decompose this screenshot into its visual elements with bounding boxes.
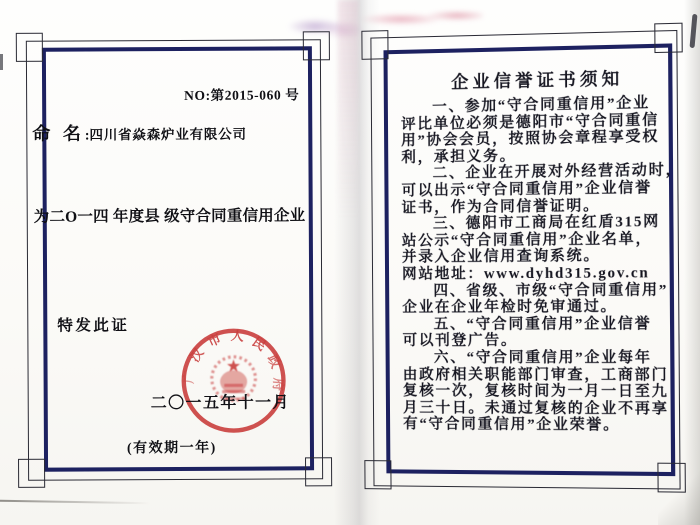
notice-line: 复核一次，复核时间为一月一日至九	[402, 383, 669, 401]
notice-line: 二、企业在开展对外经营活动时，	[432, 162, 683, 183]
name-label: 命 名	[32, 123, 85, 144]
corner-ornament	[303, 31, 330, 60]
notice-line: 一、参加“守合同重信用”企业	[432, 95, 650, 116]
corner-ornament	[657, 463, 685, 493]
notice-line: 月三十日。未通过复核的企业不再享	[402, 399, 669, 418]
notice-line: 证书，作为合同信誉证明。	[401, 197, 600, 217]
seal-char: 广	[180, 369, 197, 385]
notice-line: 六、“守合同重信用”企业每年	[433, 349, 652, 367]
notice-line: 三、德阳市工商局在红盾315网	[432, 213, 661, 233]
emblem-star	[227, 359, 240, 371]
corner-ornament	[654, 23, 682, 53]
corner-ornament	[18, 459, 45, 488]
name-colon: :	[84, 128, 90, 144]
validity-note: (有效期一年)	[126, 440, 217, 457]
company-name-line	[32, 119, 247, 146]
serial-number: NO:第2015-060 号	[184, 87, 300, 103]
corner-ornament	[361, 30, 388, 60]
notice-body	[400, 95, 683, 435]
seal-char: 人	[230, 327, 245, 344]
seal-char: 民	[249, 333, 269, 354]
left-page	[3, 13, 354, 515]
seal-char: 府	[270, 377, 287, 392]
notice-line: 五、“守合同重信用”企业信誉	[433, 315, 652, 333]
notice-line: 有“守合同重信用”企业荣誉。	[403, 416, 621, 435]
seal-char: 市	[205, 330, 224, 350]
notice-line: 可以出示“守合同重信用”企业信誉	[401, 180, 653, 200]
notice-line: 企业在企业年检时免审通过。	[402, 299, 618, 316]
seal-char: 汉	[186, 345, 207, 365]
notice-line: 评比单位必须是德阳市“守合同重信	[400, 111, 660, 133]
notice-line: 用”协会会员，按照协会章程享受权	[401, 128, 660, 150]
corner-ornament	[16, 33, 43, 62]
notice-line: 由政府相关职能部门审查，工商部门	[402, 366, 669, 384]
issue-note: 特发此证	[57, 317, 130, 335]
seal-char: 政	[264, 352, 284, 371]
notice-line: 利，承担义务。	[401, 148, 517, 167]
corner-ornament	[305, 457, 332, 486]
notice-line: 可以刊登广告。	[402, 333, 518, 350]
award-title: 为二O一四 年度县 级守合同重信用企业	[33, 207, 306, 226]
notice-line: 网站地址：www.dyhd315.gov.cn	[402, 264, 650, 283]
notice-line: 四、省级、市级“守合同重信用”	[433, 281, 669, 300]
corner-ornament	[364, 460, 391, 489]
right-page	[352, 0, 700, 523]
official-seal	[179, 326, 288, 435]
notice-line: 并录入企业信用查询系统。	[401, 248, 601, 267]
notice-line: 站公示“守合同重信用”企业名单，	[401, 230, 653, 250]
notice-title: 企业信誉证书须知	[451, 69, 624, 93]
company-name: 四川省焱森炉业有限公司	[89, 126, 247, 143]
issue-date: 二〇一五年十一月	[150, 394, 290, 413]
